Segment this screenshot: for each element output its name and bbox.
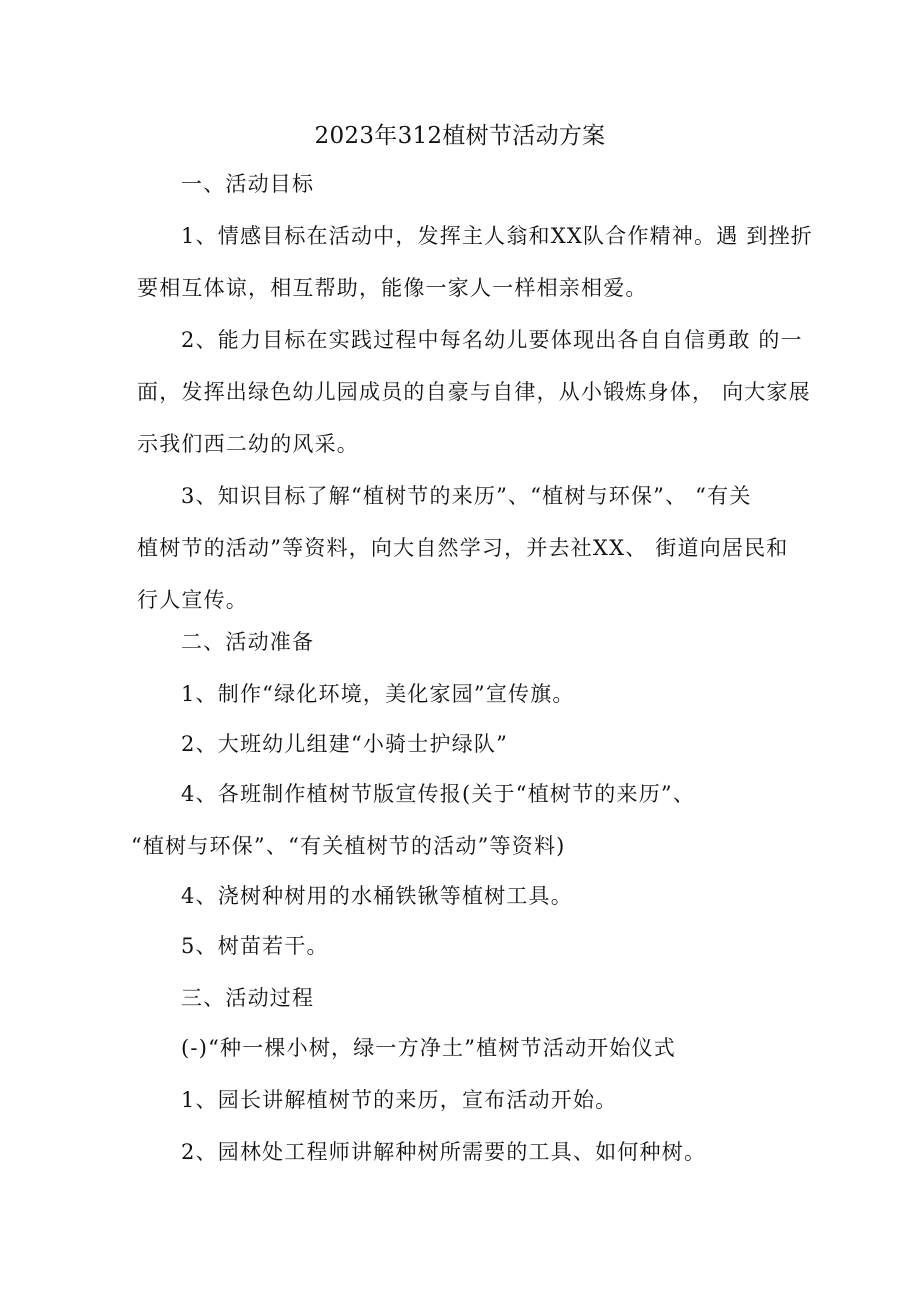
paragraph-process-2 [137,1126,797,1178]
paragraph-prep-4 [137,870,797,922]
paragraph-prep-2 [137,718,797,770]
document-title: 2023年312植树节活动方案 [314,123,606,149]
paragraph-line: 2、大班幼儿组建“小骑士护绿队” [181,732,509,756]
paragraph-line: 1、制作“绿化环境，美化家园”宣传旗。 [181,682,575,706]
section-heading-goals [137,158,797,210]
section-heading-process [137,972,797,1024]
paragraph-line: “植树与环保”、“有关植树节的活动”等资料) [131,834,566,858]
paragraph-process-1 [137,1074,797,1126]
paragraph-line: 面，发挥出绿色幼儿园成员的自豪与自律，从小锻炼身体， 向大家展 [137,380,811,404]
paragraph-line: (-)“种一棵小树，绿一方净土”植树节活动开始仪式 [181,1036,676,1060]
paragraph-line: 1、园长讲解植树节的来历，宣布活动开始。 [181,1088,618,1112]
paragraph-prep-1 [137,668,797,720]
paragraph-line: 三、活动过程 [181,986,315,1010]
paragraph-line: 2、园林处工程师讲解种树所需要的工具、如何种树。 [181,1140,707,1164]
paragraph-line: 3、知识目标了解“植树节的来历”、“植树与环保”、 “有关 [181,484,752,508]
paragraph-line: 1、情感目标在活动中，发挥主人翁和XX队合作精神。遇 到挫折 [181,224,813,248]
paragraph-line: 行人宣传。 [137,588,248,612]
paragraph-line: 二、活动准备 [181,630,315,654]
paragraph-process-ceremony [137,1022,797,1074]
paragraph-goal-1 [137,210,813,314]
section-heading-preparation [137,616,797,668]
paragraph-line: 要相互体谅，相互帮助，能像一家人一样相亲相爱。 [137,276,648,300]
paragraph-line: 4、浇树种树用的水桶铁锹等植树工具。 [181,884,573,908]
paragraph-line: 4、各班制作植树节版宣传报(关于“植树节的来历”、 [181,782,696,806]
paragraph-line: 植树节的活动”等资料，向大自然学习，并去社XX、 街道向居民和 [137,536,789,560]
paragraph-goal-3 [137,470,797,626]
paragraph-prep-5 [137,920,797,972]
paragraph-line: 示我们西二幼的风采。 [137,432,359,456]
paragraph-line: 2、能力目标在实践过程中每名幼儿要体现出各自自信勇敢 的一 [181,328,803,352]
paragraph-line: 5、树苗若干。 [181,934,329,958]
paragraph-prep-3 [131,768,797,872]
paragraph-goal-2 [137,314,811,470]
paragraph-line: 一、活动目标 [181,172,315,196]
